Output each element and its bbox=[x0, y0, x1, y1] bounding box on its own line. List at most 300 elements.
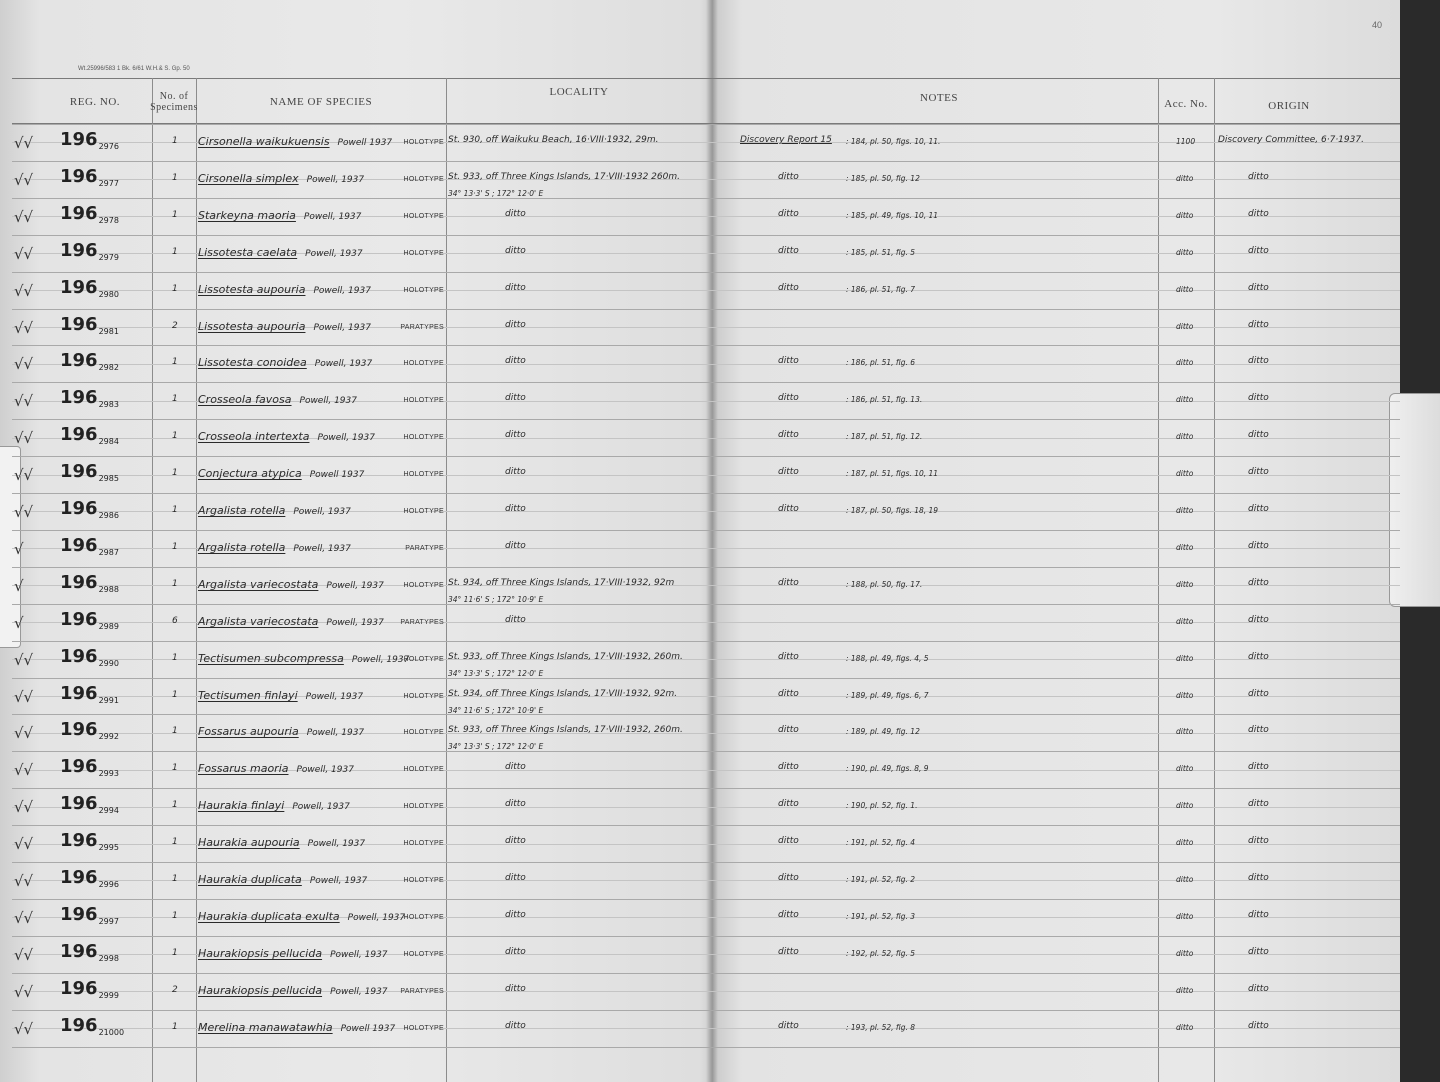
reg-suffix: 2993 bbox=[98, 769, 119, 778]
specimen-count: 1 bbox=[172, 911, 178, 921]
specimen-count: 1 bbox=[172, 210, 178, 220]
specimen-count: 1 bbox=[172, 284, 178, 294]
accession-number: ditto bbox=[1176, 617, 1194, 626]
locality: St. 930, off Waikuku Beach, 16·VIII·1932, 29m. bbox=[448, 135, 659, 145]
accession-number: ditto bbox=[1176, 322, 1194, 331]
registration-number bbox=[60, 719, 119, 741]
check-mark-icon: √√ bbox=[14, 429, 34, 447]
specimen-count: 1 bbox=[172, 394, 178, 404]
row-rule bbox=[12, 345, 1400, 346]
reg-prefix: 196 bbox=[60, 941, 98, 962]
type-status: HOLOTYPE bbox=[403, 397, 444, 404]
species-binomial: Haurakiopsis pellucida bbox=[198, 947, 323, 960]
registration-number bbox=[60, 314, 119, 336]
reg-suffix: 2985 bbox=[98, 474, 119, 483]
check-mark-icon: √√ bbox=[14, 761, 34, 779]
type-status: HOLOTYPE bbox=[403, 840, 444, 847]
locality: ditto bbox=[505, 430, 526, 440]
species-author: Powell, 1937 bbox=[292, 802, 350, 812]
locality: ditto bbox=[505, 873, 526, 883]
species-author: Powell, 1937 bbox=[347, 913, 406, 923]
origin: ditto bbox=[1248, 209, 1269, 219]
species-binomial: Haurakia duplicata exulta bbox=[198, 910, 340, 923]
registration-number bbox=[60, 166, 119, 188]
locality: ditto bbox=[505, 762, 526, 772]
origin: ditto bbox=[1248, 873, 1269, 883]
check-mark-icon: √√ bbox=[14, 282, 34, 300]
locality: ditto bbox=[505, 209, 526, 219]
specimen-count: 1 bbox=[172, 653, 178, 663]
reg-prefix: 196 bbox=[60, 535, 98, 556]
reg-suffix: 2979 bbox=[98, 253, 119, 262]
species-name bbox=[198, 467, 364, 480]
check-mark-icon: √√ bbox=[14, 245, 34, 263]
notes-reference: ditto bbox=[778, 283, 799, 293]
row-rule bbox=[12, 235, 1400, 236]
species-name bbox=[198, 541, 351, 554]
origin: ditto bbox=[1248, 172, 1269, 182]
notes-reference: ditto bbox=[778, 246, 799, 256]
origin: ditto bbox=[1248, 320, 1269, 330]
species-binomial: Fossarus aupouria bbox=[198, 725, 299, 738]
origin: Discovery Committee, 6·7·1937. bbox=[1218, 135, 1364, 145]
specimen-count: 1 bbox=[172, 542, 178, 552]
registration-number bbox=[60, 904, 119, 926]
locality: ditto bbox=[505, 504, 526, 514]
specimen-count: 1 bbox=[172, 136, 178, 146]
notes-reference: ditto bbox=[778, 356, 799, 366]
notes-reference: ditto bbox=[778, 578, 799, 588]
specimen-count: 1 bbox=[172, 357, 178, 367]
locality: ditto bbox=[505, 246, 526, 256]
species-binomial: Argalista rotella bbox=[198, 504, 286, 517]
right-page bbox=[712, 0, 1400, 1082]
reg-prefix: 196 bbox=[60, 498, 98, 519]
species-binomial: Crosseola favosa bbox=[198, 393, 292, 406]
species-binomial: Cirsonella simplex bbox=[198, 172, 299, 185]
species-binomial: Conjectura atypica bbox=[198, 467, 302, 480]
species-binomial: Lissotesta aupouria bbox=[198, 283, 306, 296]
locality: ditto bbox=[505, 984, 526, 994]
notes-pages: : 186, pl. 51, fig. 7 bbox=[846, 285, 916, 294]
species-binomial: Argalista variecostata bbox=[198, 578, 319, 591]
notes-pages: : 185, pl. 51, fig. 5 bbox=[846, 248, 916, 257]
specimen-count: 2 bbox=[172, 321, 178, 331]
header-specimens-line1: No. of bbox=[159, 91, 189, 102]
species-name bbox=[198, 320, 371, 333]
specimen-count: 1 bbox=[172, 173, 178, 183]
origin: ditto bbox=[1248, 578, 1269, 588]
registration-number bbox=[60, 535, 119, 557]
notes-reference: ditto bbox=[778, 725, 799, 735]
species-binomial: Haurakia duplicata bbox=[198, 873, 302, 886]
header-species: NAME OF SPECIES bbox=[269, 95, 373, 108]
check-mark-icon: √ bbox=[14, 614, 24, 632]
accession-number: ditto bbox=[1176, 875, 1194, 884]
species-binomial: Lissotesta caelata bbox=[198, 246, 298, 259]
species-author: Powell, 1937 bbox=[317, 433, 375, 443]
registration-number bbox=[60, 793, 119, 815]
notes-reference: ditto bbox=[778, 1021, 799, 1031]
notes-pages: : 185, pl. 49, figs. 10, 11 bbox=[846, 211, 939, 220]
row-rule bbox=[12, 456, 1400, 457]
species-name bbox=[198, 762, 354, 775]
registration-number bbox=[60, 646, 119, 668]
row-rule bbox=[12, 419, 1400, 420]
species-name bbox=[198, 356, 372, 369]
reg-prefix: 196 bbox=[60, 203, 98, 224]
accession-number: ditto bbox=[1176, 432, 1194, 441]
species-author: Powell, 1937 bbox=[314, 359, 373, 369]
species-name bbox=[198, 430, 375, 443]
accession-number: ditto bbox=[1176, 949, 1194, 958]
header-locality: LOCALITY bbox=[549, 85, 609, 98]
page-number: 40 bbox=[1372, 20, 1383, 30]
row-rule bbox=[12, 604, 1400, 605]
reg-suffix: 21000 bbox=[98, 1028, 125, 1037]
origin: ditto bbox=[1248, 504, 1269, 514]
species-binomial: Tectisumen finlayi bbox=[198, 689, 298, 702]
origin: ditto bbox=[1248, 984, 1269, 994]
type-status: HOLOTYPE bbox=[403, 287, 444, 294]
species-author: Powell, 1937 bbox=[307, 839, 366, 849]
species-name bbox=[198, 1021, 395, 1034]
specimen-count: 1 bbox=[172, 468, 178, 478]
reg-suffix: 2995 bbox=[98, 843, 119, 852]
registration-number bbox=[60, 461, 119, 483]
specimen-count: 1 bbox=[172, 948, 178, 958]
row-rule bbox=[12, 641, 1400, 642]
row-rule bbox=[12, 678, 1400, 679]
species-name bbox=[198, 873, 367, 886]
notes-reference: ditto bbox=[778, 393, 799, 403]
specimen-count: 1 bbox=[172, 247, 178, 257]
bookmark-tab-right bbox=[1389, 393, 1440, 607]
check-mark-icon: √√ bbox=[14, 688, 34, 706]
reg-suffix: 2982 bbox=[98, 363, 119, 372]
type-status: HOLOTYPE bbox=[403, 693, 444, 700]
type-status: HOLOTYPE bbox=[403, 582, 444, 589]
species-author: Powell, 1937 bbox=[306, 728, 365, 738]
row-rule bbox=[12, 973, 1400, 974]
notes-pages: : 184, pl. 50, figs. 10, 11. bbox=[846, 137, 941, 146]
species-binomial: Tectisumen subcompressa bbox=[198, 652, 344, 665]
notes-reference: ditto bbox=[778, 762, 799, 772]
column-rule bbox=[1158, 78, 1159, 1082]
accession-number: ditto bbox=[1176, 801, 1194, 810]
row-rule bbox=[12, 309, 1400, 310]
reg-prefix: 196 bbox=[60, 240, 98, 261]
row-rule bbox=[12, 899, 1400, 900]
specimen-count: 1 bbox=[172, 726, 178, 736]
type-status: HOLOTYPE bbox=[403, 656, 444, 663]
species-name bbox=[198, 283, 371, 296]
locality: ditto bbox=[505, 910, 526, 920]
registration-number bbox=[60, 277, 119, 299]
origin: ditto bbox=[1248, 356, 1269, 366]
row-rule bbox=[12, 493, 1400, 494]
row-rule bbox=[12, 272, 1400, 273]
species-name bbox=[198, 799, 350, 812]
registration-number bbox=[60, 830, 119, 852]
species-author: Powell 1937 bbox=[309, 470, 365, 480]
notes-pages: : 191, pl. 52, fig. 2 bbox=[846, 875, 916, 884]
reg-suffix: 2987 bbox=[98, 548, 119, 557]
notes-reference: ditto bbox=[778, 652, 799, 662]
reg-prefix: 196 bbox=[60, 572, 98, 593]
row-rule bbox=[12, 751, 1400, 752]
row-rule bbox=[12, 936, 1400, 937]
book-gutter bbox=[706, 0, 718, 1082]
reg-prefix: 196 bbox=[60, 793, 98, 814]
species-author: Powell, 1937 bbox=[351, 655, 410, 665]
species-author: Powell, 1937 bbox=[326, 618, 384, 628]
reg-prefix: 196 bbox=[60, 978, 98, 999]
locality: St. 934, off Three Kings Islands, 17·VIII·1932, 92m bbox=[448, 578, 675, 588]
locality-coordinates: 34° 13·3' S ; 172° 12·0' E bbox=[448, 669, 544, 678]
species-name bbox=[198, 689, 363, 702]
reg-suffix: 2989 bbox=[98, 622, 119, 631]
accession-number: ditto bbox=[1176, 691, 1194, 700]
notes-pages: : 188, pl. 49, figs. 4, 5 bbox=[846, 654, 929, 663]
notes-pages: : 187, pl. 50, figs. 18, 19 bbox=[846, 506, 939, 515]
reg-suffix: 2998 bbox=[98, 954, 119, 963]
notes-reference: Discovery Report 15 bbox=[740, 135, 832, 145]
row-rule bbox=[12, 1010, 1400, 1011]
locality: ditto bbox=[505, 836, 526, 846]
check-mark-icon: √√ bbox=[14, 651, 34, 669]
origin: ditto bbox=[1248, 947, 1269, 957]
registration-number bbox=[60, 424, 119, 446]
locality: ditto bbox=[505, 393, 526, 403]
species-name bbox=[198, 725, 364, 738]
species-author: Powell, 1937 bbox=[293, 544, 351, 554]
species-author: Powell, 1937 bbox=[330, 950, 388, 960]
species-name bbox=[198, 578, 384, 591]
species-binomial: Fossarus maoria bbox=[198, 762, 289, 775]
locality: St. 933, off Three Kings Islands, 17·VIII·1932 260m. bbox=[448, 172, 680, 182]
type-status: HOLOTYPE bbox=[403, 766, 444, 773]
reg-prefix: 196 bbox=[60, 830, 98, 851]
notes-pages: : 186, pl. 51, fig. 6 bbox=[846, 358, 916, 367]
check-mark-icon: √√ bbox=[14, 392, 34, 410]
reg-prefix: 196 bbox=[60, 350, 98, 371]
specimen-count: 1 bbox=[172, 431, 178, 441]
specimen-count: 1 bbox=[172, 763, 178, 773]
registration-number bbox=[60, 867, 119, 889]
notes-reference: ditto bbox=[778, 799, 799, 809]
species-name bbox=[198, 947, 388, 960]
check-mark-icon: √√ bbox=[14, 946, 34, 964]
reg-prefix: 196 bbox=[60, 277, 98, 298]
notes-pages: : 191, pl. 52, fig. 4 bbox=[846, 838, 916, 847]
specimen-count: 1 bbox=[172, 837, 178, 847]
reg-suffix: 2981 bbox=[98, 327, 119, 336]
row-rule bbox=[12, 862, 1400, 863]
locality-coordinates: 34° 13·3' S ; 172° 12·0' E bbox=[448, 189, 544, 198]
species-author: Powell, 1937 bbox=[293, 507, 351, 517]
type-status: HOLOTYPE bbox=[403, 951, 444, 958]
species-author: Powell, 1937 bbox=[330, 987, 388, 997]
type-status: PARATYPE bbox=[405, 545, 444, 552]
row-rule bbox=[12, 788, 1400, 789]
registration-number bbox=[60, 387, 119, 409]
column-rule bbox=[1214, 78, 1215, 1082]
type-status: PARATYPES bbox=[400, 324, 444, 331]
type-status: HOLOTYPE bbox=[403, 139, 444, 146]
registration-number bbox=[60, 941, 119, 963]
species-binomial: Argalista variecostata bbox=[198, 615, 319, 628]
check-mark-icon: √√ bbox=[14, 208, 34, 226]
species-binomial: Argalista rotella bbox=[198, 541, 286, 554]
reg-prefix: 196 bbox=[60, 683, 98, 704]
check-mark-icon: √√ bbox=[14, 171, 34, 189]
species-binomial: Cirsonella waikukuensis bbox=[198, 135, 330, 148]
notes-pages: : 192, pl. 52, fig. 5 bbox=[846, 949, 916, 958]
type-status: HOLOTYPE bbox=[403, 1025, 444, 1032]
species-author: Powell, 1937 bbox=[313, 323, 371, 333]
check-mark-icon: √√ bbox=[14, 466, 34, 484]
species-author: Powell 1937 bbox=[337, 138, 393, 148]
type-status: PARATYPES bbox=[400, 619, 444, 626]
reg-prefix: 196 bbox=[60, 1015, 98, 1036]
species-binomial: Crosseola intertexta bbox=[198, 430, 310, 443]
reg-suffix: 2990 bbox=[98, 659, 119, 668]
specimen-count: 2 bbox=[172, 985, 178, 995]
row-rule bbox=[12, 1047, 1400, 1048]
reg-suffix: 2991 bbox=[98, 696, 119, 705]
species-name bbox=[198, 135, 392, 148]
accession-number: ditto bbox=[1176, 580, 1194, 589]
notes-pages: : 187, pl. 51, fig. 12. bbox=[846, 432, 923, 441]
row-rule bbox=[12, 124, 1400, 125]
notes-reference: ditto bbox=[778, 467, 799, 477]
origin: ditto bbox=[1248, 615, 1269, 625]
species-binomial: Haurakia aupouria bbox=[198, 836, 300, 849]
row-rule bbox=[12, 825, 1400, 826]
species-author: Powell, 1937 bbox=[303, 212, 362, 222]
accession-number: ditto bbox=[1176, 727, 1194, 736]
column-rule bbox=[446, 78, 447, 1082]
locality: ditto bbox=[505, 467, 526, 477]
notes-pages: : 186, pl. 51, fig. 13. bbox=[846, 395, 923, 404]
reg-prefix: 196 bbox=[60, 867, 98, 888]
origin: ditto bbox=[1248, 652, 1269, 662]
accession-number: ditto bbox=[1176, 764, 1194, 773]
species-author: Powell, 1937 bbox=[306, 175, 365, 185]
specimen-count: 1 bbox=[172, 874, 178, 884]
locality: St. 933, off Three Kings Islands, 17·VIII·1932, 260m. bbox=[448, 652, 683, 662]
notes-pages: : 190, pl. 52, fig. 1. bbox=[846, 801, 918, 810]
row-rule bbox=[12, 714, 1400, 715]
origin: ditto bbox=[1248, 283, 1269, 293]
reg-suffix: 2986 bbox=[98, 511, 119, 520]
species-name bbox=[198, 393, 357, 406]
check-mark-icon: √√ bbox=[14, 983, 34, 1001]
species-author: Powell, 1937 bbox=[305, 249, 363, 259]
locality: St. 933, off Three Kings Islands, 17·VIII·1932, 260m. bbox=[448, 725, 683, 735]
accession-number: ditto bbox=[1176, 358, 1194, 367]
notes-reference: ditto bbox=[778, 836, 799, 846]
reg-prefix: 196 bbox=[60, 314, 98, 335]
notes-pages: : 187, pl. 51, figs. 10, 11 bbox=[846, 469, 939, 478]
origin: ditto bbox=[1248, 762, 1269, 772]
accession-number: ditto bbox=[1176, 912, 1194, 921]
reg-suffix: 2996 bbox=[98, 880, 119, 889]
reg-prefix: 196 bbox=[60, 461, 98, 482]
type-status: HOLOTYPE bbox=[403, 360, 444, 367]
reg-prefix: 196 bbox=[60, 646, 98, 667]
type-status: HOLOTYPE bbox=[403, 508, 444, 515]
reg-suffix: 2988 bbox=[98, 585, 119, 594]
origin: ditto bbox=[1248, 393, 1269, 403]
header-origin: ORIGIN bbox=[1268, 99, 1310, 112]
registration-number bbox=[60, 129, 119, 151]
header-specimens-line2: Specimens bbox=[150, 102, 198, 113]
notes-reference: ditto bbox=[778, 689, 799, 699]
species-author: Powell 1937 bbox=[340, 1024, 396, 1034]
specimen-count: 1 bbox=[172, 505, 178, 515]
reg-suffix: 2980 bbox=[98, 290, 119, 299]
locality-coordinates: 34° 11·6' S ; 172° 10·9' E bbox=[448, 706, 544, 715]
reg-prefix: 196 bbox=[60, 756, 98, 777]
accession-number: ditto bbox=[1176, 469, 1194, 478]
registration-number bbox=[60, 683, 119, 705]
accession-number: ditto bbox=[1176, 248, 1194, 257]
check-mark-icon: √√ bbox=[14, 134, 34, 152]
accession-number: ditto bbox=[1176, 543, 1194, 552]
species-author: Powell, 1937 bbox=[309, 876, 368, 886]
specimen-count: 1 bbox=[172, 800, 178, 810]
accession-number: ditto bbox=[1176, 654, 1194, 663]
origin: ditto bbox=[1248, 467, 1269, 477]
check-mark-icon: √ bbox=[14, 577, 24, 595]
locality: ditto bbox=[505, 356, 526, 366]
registration-number bbox=[60, 756, 119, 778]
species-name bbox=[198, 615, 384, 628]
type-status: HOLOTYPE bbox=[403, 803, 444, 810]
species-binomial: Haurakia finlayi bbox=[198, 799, 285, 812]
column-rule bbox=[196, 78, 197, 1082]
header-reg-no: REG. NO. bbox=[69, 95, 121, 108]
species-name bbox=[198, 209, 361, 222]
notes-reference: ditto bbox=[778, 947, 799, 957]
row-rule bbox=[12, 198, 1400, 199]
reg-prefix: 196 bbox=[60, 609, 98, 630]
reg-prefix: 196 bbox=[60, 129, 98, 150]
reg-suffix: 2983 bbox=[98, 400, 119, 409]
species-author: Powell, 1937 bbox=[299, 396, 357, 406]
specimen-count: 1 bbox=[172, 690, 178, 700]
accession-number: ditto bbox=[1176, 211, 1194, 220]
accession-number: ditto bbox=[1176, 838, 1194, 847]
notes-pages: : 191, pl. 52, fig. 3 bbox=[846, 912, 916, 921]
reg-prefix: 196 bbox=[60, 904, 98, 925]
reg-suffix: 2984 bbox=[98, 437, 119, 446]
species-name bbox=[198, 836, 365, 849]
type-status: HOLOTYPE bbox=[403, 434, 444, 441]
accession-number: ditto bbox=[1176, 986, 1194, 995]
reg-suffix: 2997 bbox=[98, 917, 119, 926]
reg-suffix: 2978 bbox=[98, 216, 119, 225]
notes-reference: ditto bbox=[778, 504, 799, 514]
type-status: HOLOTYPE bbox=[403, 877, 444, 884]
registration-number bbox=[60, 350, 119, 372]
header-specimens bbox=[152, 80, 196, 124]
printer-imprint: Wt.25996/583 1 Bk. 6/61 W.H.& S. Gp. 50 bbox=[78, 66, 190, 72]
accession-number: ditto bbox=[1176, 395, 1194, 404]
specimen-count: 6 bbox=[172, 616, 178, 626]
